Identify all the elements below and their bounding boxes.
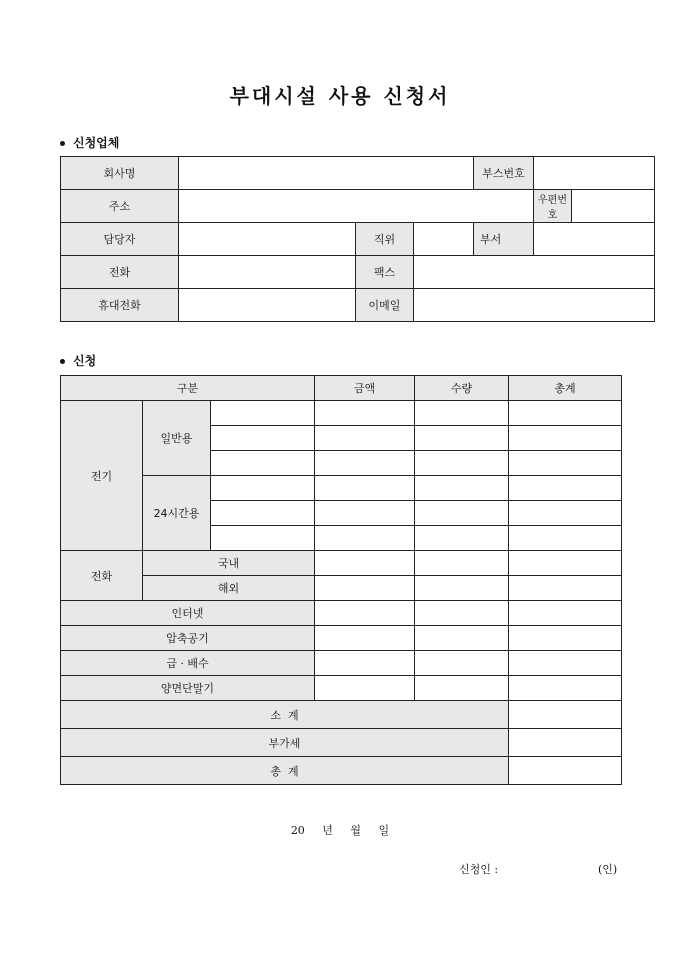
label-terminal: 양면단말기 (61, 676, 315, 701)
input-quantity[interactable] (415, 626, 509, 651)
label-company: 회사명 (61, 157, 179, 190)
input-booth-no[interactable] (534, 157, 655, 190)
label-general-use: 일반용 (143, 401, 211, 476)
input-24h-item-1[interactable] (211, 476, 315, 501)
input-total[interactable] (509, 676, 622, 701)
input-quantity[interactable] (415, 526, 509, 551)
label-vat: 부가세 (61, 729, 509, 757)
input-email[interactable] (414, 289, 655, 322)
input-quantity[interactable] (415, 426, 509, 451)
input-general-item-3[interactable] (211, 451, 315, 476)
input-amount[interactable] (315, 651, 415, 676)
input-total[interactable] (509, 526, 622, 551)
input-total[interactable] (509, 451, 622, 476)
bullet-icon (60, 141, 65, 146)
input-amount[interactable] (315, 551, 415, 576)
input-quantity[interactable] (415, 501, 509, 526)
input-vat[interactable] (509, 729, 622, 757)
input-quantity[interactable] (415, 651, 509, 676)
input-phone[interactable] (179, 256, 356, 289)
seal-mark: (인) (598, 863, 618, 876)
input-total[interactable] (509, 401, 622, 426)
header-category: 구분 (61, 376, 315, 401)
input-quantity[interactable] (415, 676, 509, 701)
label-subtotal: 소 계 (61, 701, 509, 729)
input-amount[interactable] (315, 576, 415, 601)
input-quantity[interactable] (415, 601, 509, 626)
label-department: 부서 (474, 223, 534, 256)
bullet-icon (60, 359, 65, 364)
input-amount[interactable] (315, 401, 415, 426)
input-amount[interactable] (315, 476, 415, 501)
input-amount[interactable] (315, 501, 415, 526)
input-quantity[interactable] (415, 401, 509, 426)
input-subtotal[interactable] (509, 701, 622, 729)
input-total[interactable] (509, 576, 622, 601)
label-domestic: 국내 (143, 551, 315, 576)
label-electric: 전기 (61, 401, 143, 551)
input-quantity[interactable] (415, 476, 509, 501)
section-label: 신청 (73, 354, 97, 368)
label-email: 이메일 (356, 289, 414, 322)
input-contact-person[interactable] (179, 223, 356, 256)
input-amount[interactable] (315, 451, 415, 476)
input-mobile[interactable] (179, 289, 356, 322)
label-grand-total: 총 계 (61, 757, 509, 785)
input-amount[interactable] (315, 676, 415, 701)
input-amount[interactable] (315, 601, 415, 626)
input-company[interactable] (179, 157, 474, 190)
header-quantity: 수량 (415, 376, 509, 401)
label-position: 직위 (356, 223, 414, 256)
input-total[interactable] (509, 476, 622, 501)
label-postal-code: 우편번호 (534, 190, 572, 223)
applicant-label: 신청인 : (459, 863, 499, 876)
input-total[interactable] (509, 626, 622, 651)
section-applicant-company (60, 134, 119, 151)
label-overseas: 해외 (143, 576, 315, 601)
label-water-supply: 급 · 배수 (61, 651, 315, 676)
input-total[interactable] (509, 601, 622, 626)
label-address: 주소 (61, 190, 179, 223)
label-telephone: 전화 (61, 551, 143, 601)
input-amount[interactable] (315, 626, 415, 651)
input-general-item-1[interactable] (211, 401, 315, 426)
label-mobile: 휴대전화 (61, 289, 179, 322)
application-table (60, 375, 622, 785)
input-quantity[interactable] (415, 551, 509, 576)
input-24h-item-2[interactable] (211, 501, 315, 526)
header-total: 총계 (509, 376, 622, 401)
input-amount[interactable] (315, 426, 415, 451)
input-amount[interactable] (315, 526, 415, 551)
input-24h-item-3[interactable] (211, 526, 315, 551)
input-fax[interactable] (414, 256, 655, 289)
label-phone: 전화 (61, 256, 179, 289)
date-line: 20 년 월 일 (290, 824, 390, 837)
input-total[interactable] (509, 426, 622, 451)
input-position[interactable] (414, 223, 474, 256)
label-fax: 팩스 (356, 256, 414, 289)
input-postal-code[interactable] (572, 190, 655, 223)
label-24h-use: 24시간용 (143, 476, 211, 551)
input-total[interactable] (509, 551, 622, 576)
input-grand-total[interactable] (509, 757, 622, 785)
input-general-item-2[interactable] (211, 426, 315, 451)
form-title: 부대시설 사용 신청서 (229, 84, 451, 108)
input-address[interactable] (179, 190, 534, 223)
label-contact-person: 담당자 (61, 223, 179, 256)
input-quantity[interactable] (415, 451, 509, 476)
label-compressed-air: 압축공기 (61, 626, 315, 651)
input-department[interactable] (534, 223, 655, 256)
label-internet: 인터넷 (61, 601, 315, 626)
input-total[interactable] (509, 651, 622, 676)
header-amount: 금액 (315, 376, 415, 401)
input-total[interactable] (509, 501, 622, 526)
section-label: 신청업체 (73, 136, 120, 150)
input-quantity[interactable] (415, 576, 509, 601)
section-application (60, 352, 96, 369)
applicant-info-table (60, 156, 655, 322)
label-booth-no: 부스번호 (474, 157, 534, 190)
